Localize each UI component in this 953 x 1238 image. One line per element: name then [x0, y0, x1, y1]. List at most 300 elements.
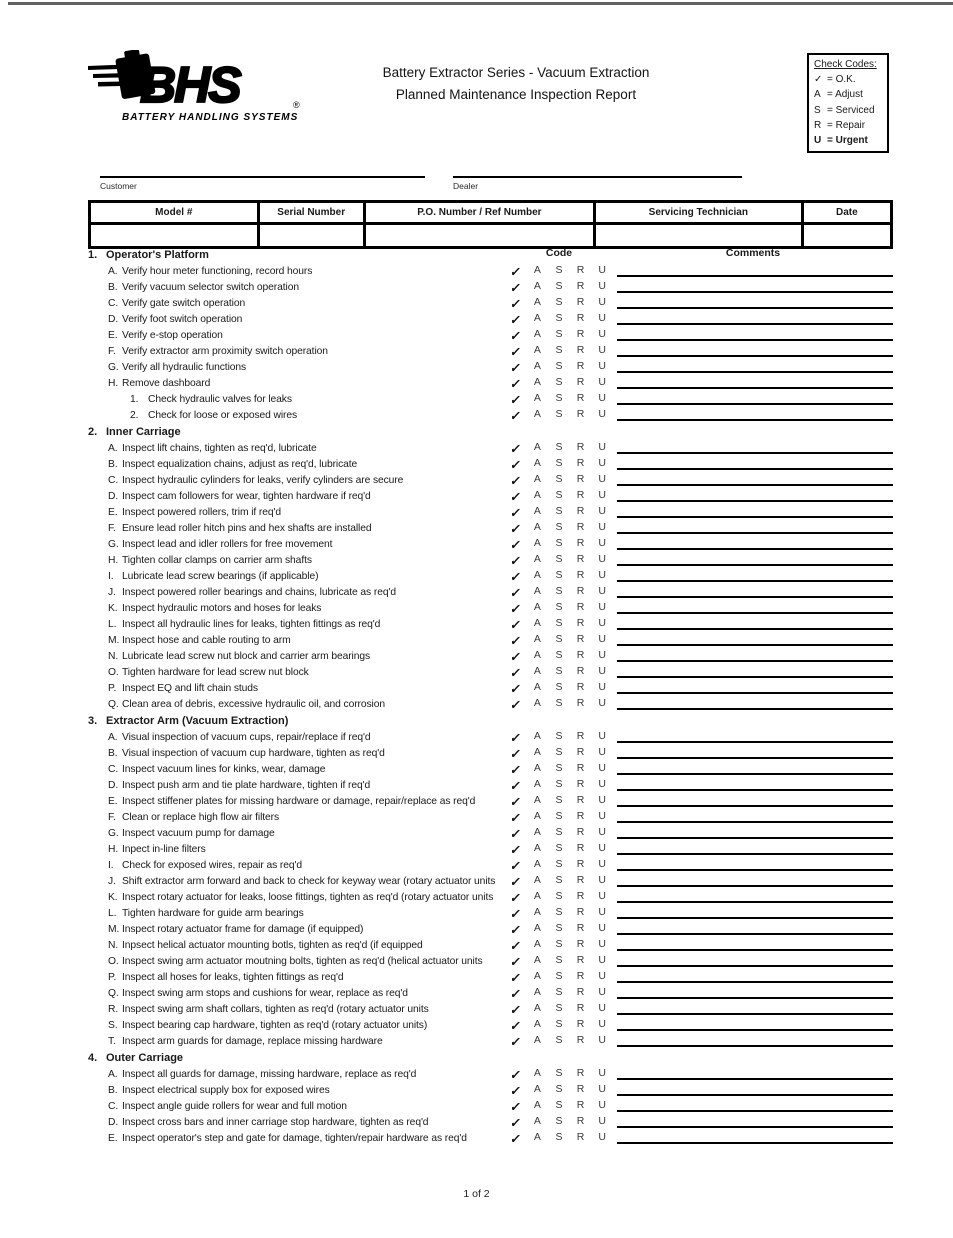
comment-line[interactable]: [617, 997, 893, 999]
code-s-cell[interactable]: S: [555, 616, 563, 629]
check-icon[interactable]: ✓: [509, 473, 523, 488]
check-icon[interactable]: ✓: [509, 697, 523, 712]
code-u-cell[interactable]: U: [598, 279, 606, 292]
comment-line[interactable]: [617, 516, 893, 518]
code-s-cell[interactable]: S: [555, 536, 563, 549]
code-u-cell[interactable]: U: [598, 504, 606, 517]
code-s-cell[interactable]: S: [555, 568, 563, 581]
code-u-cell[interactable]: U: [598, 440, 606, 453]
check-icon[interactable]: ✓: [509, 842, 523, 857]
code-r-cell[interactable]: R: [576, 777, 585, 790]
po-input-cell[interactable]: [366, 225, 596, 246]
check-icon[interactable]: ✓: [509, 392, 523, 407]
code-r-cell[interactable]: R: [576, 664, 585, 677]
check-icon[interactable]: ✓: [509, 296, 523, 311]
code-a-cell[interactable]: A: [533, 520, 541, 533]
check-icon[interactable]: ✓: [509, 858, 523, 873]
check-icon[interactable]: ✓: [509, 312, 523, 327]
code-s-cell[interactable]: S: [555, 809, 563, 822]
code-u-cell[interactable]: U: [598, 905, 606, 918]
code-r-cell[interactable]: R: [576, 921, 585, 934]
code-s-cell[interactable]: S: [555, 696, 563, 709]
check-icon[interactable]: ✓: [509, 922, 523, 937]
code-a-cell[interactable]: A: [533, 777, 541, 790]
check-icon[interactable]: ✓: [509, 778, 523, 793]
code-s-cell[interactable]: S: [555, 1066, 563, 1079]
code-r-cell[interactable]: R: [576, 729, 585, 742]
check-icon[interactable]: ✓: [509, 633, 523, 648]
code-r-cell[interactable]: R: [576, 1001, 585, 1014]
check-icon[interactable]: ✓: [509, 954, 523, 969]
check-icon[interactable]: ✓: [509, 537, 523, 552]
comment-line[interactable]: [617, 452, 893, 454]
code-a-cell[interactable]: A: [533, 632, 541, 645]
code-s-cell[interactable]: S: [555, 777, 563, 790]
code-u-cell[interactable]: U: [598, 825, 606, 838]
check-icon[interactable]: ✓: [509, 360, 523, 375]
code-s-cell[interactable]: S: [555, 327, 563, 340]
code-r-cell[interactable]: R: [576, 472, 585, 485]
comment-line[interactable]: [617, 965, 893, 967]
comment-line[interactable]: [617, 901, 893, 903]
check-icon[interactable]: ✓: [509, 681, 523, 696]
code-a-cell[interactable]: A: [533, 1114, 541, 1127]
code-a-cell[interactable]: A: [533, 263, 541, 276]
comment-line[interactable]: [617, 741, 893, 743]
code-r-cell[interactable]: R: [576, 504, 585, 517]
comment-line[interactable]: [617, 885, 893, 887]
comment-line[interactable]: [617, 821, 893, 823]
code-a-cell[interactable]: A: [533, 761, 541, 774]
code-a-cell[interactable]: A: [533, 825, 541, 838]
code-u-cell[interactable]: U: [598, 857, 606, 870]
code-r-cell[interactable]: R: [576, 295, 585, 308]
code-u-cell[interactable]: U: [598, 263, 606, 276]
code-a-cell[interactable]: A: [533, 295, 541, 308]
code-r-cell[interactable]: R: [576, 1114, 585, 1127]
code-u-cell[interactable]: U: [598, 1114, 606, 1127]
code-a-cell[interactable]: A: [533, 1130, 541, 1143]
code-s-cell[interactable]: S: [555, 632, 563, 645]
code-u-cell[interactable]: U: [598, 1082, 606, 1095]
comment-line[interactable]: [617, 1029, 893, 1031]
code-s-cell[interactable]: S: [555, 295, 563, 308]
code-r-cell[interactable]: R: [576, 327, 585, 340]
code-u-cell[interactable]: U: [598, 375, 606, 388]
check-icon[interactable]: ✓: [509, 264, 523, 279]
code-s-cell[interactable]: S: [555, 440, 563, 453]
code-r-cell[interactable]: R: [576, 793, 585, 806]
code-a-cell[interactable]: A: [533, 921, 541, 934]
comment-line[interactable]: [617, 612, 893, 614]
code-a-cell[interactable]: A: [533, 391, 541, 404]
check-icon[interactable]: ✓: [509, 457, 523, 472]
code-r-cell[interactable]: R: [576, 456, 585, 469]
code-s-cell[interactable]: S: [555, 857, 563, 870]
comment-line[interactable]: [617, 1142, 893, 1144]
code-u-cell[interactable]: U: [598, 584, 606, 597]
code-r-cell[interactable]: R: [576, 536, 585, 549]
check-icon[interactable]: ✓: [509, 1115, 523, 1130]
code-u-cell[interactable]: U: [598, 873, 606, 886]
code-s-cell[interactable]: S: [555, 311, 563, 324]
code-r-cell[interactable]: R: [576, 568, 585, 581]
code-u-cell[interactable]: U: [598, 809, 606, 822]
code-r-cell[interactable]: R: [576, 873, 585, 886]
comment-line[interactable]: [617, 275, 893, 277]
code-r-cell[interactable]: R: [576, 279, 585, 292]
code-r-cell[interactable]: R: [576, 841, 585, 854]
check-icon[interactable]: ✓: [509, 376, 523, 391]
code-s-cell[interactable]: S: [555, 921, 563, 934]
code-s-cell[interactable]: S: [555, 488, 563, 501]
code-r-cell[interactable]: R: [576, 1017, 585, 1030]
code-a-cell[interactable]: A: [533, 1033, 541, 1046]
code-a-cell[interactable]: A: [533, 375, 541, 388]
comment-line[interactable]: [617, 564, 893, 566]
check-icon[interactable]: ✓: [509, 1131, 523, 1146]
code-u-cell[interactable]: U: [598, 1001, 606, 1014]
code-r-cell[interactable]: R: [576, 375, 585, 388]
code-r-cell[interactable]: R: [576, 1098, 585, 1111]
code-r-cell[interactable]: R: [576, 648, 585, 661]
code-u-cell[interactable]: U: [598, 536, 606, 549]
code-s-cell[interactable]: S: [555, 472, 563, 485]
code-r-cell[interactable]: R: [576, 600, 585, 613]
code-u-cell[interactable]: U: [598, 680, 606, 693]
check-icon[interactable]: ✓: [509, 794, 523, 809]
comment-line[interactable]: [617, 548, 893, 550]
code-r-cell[interactable]: R: [576, 488, 585, 501]
comment-line[interactable]: [617, 773, 893, 775]
code-u-cell[interactable]: U: [598, 295, 606, 308]
code-r-cell[interactable]: R: [576, 440, 585, 453]
code-r-cell[interactable]: R: [576, 953, 585, 966]
check-icon[interactable]: ✓: [509, 665, 523, 680]
code-r-cell[interactable]: R: [576, 311, 585, 324]
code-u-cell[interactable]: U: [598, 841, 606, 854]
code-s-cell[interactable]: S: [555, 1033, 563, 1046]
code-s-cell[interactable]: S: [555, 584, 563, 597]
comment-line[interactable]: [617, 323, 893, 325]
check-icon[interactable]: ✓: [509, 1034, 523, 1049]
code-r-cell[interactable]: R: [576, 809, 585, 822]
comment-line[interactable]: [617, 387, 893, 389]
code-a-cell[interactable]: A: [533, 440, 541, 453]
comment-line[interactable]: [617, 708, 893, 710]
serial-input-cell[interactable]: [260, 225, 366, 246]
check-icon[interactable]: ✓: [509, 505, 523, 520]
comment-line[interactable]: [617, 676, 893, 678]
code-s-cell[interactable]: S: [555, 1017, 563, 1030]
code-s-cell[interactable]: S: [555, 905, 563, 918]
check-icon[interactable]: ✓: [509, 280, 523, 295]
comment-line[interactable]: [617, 307, 893, 309]
code-u-cell[interactable]: U: [598, 1017, 606, 1030]
code-a-cell[interactable]: A: [533, 969, 541, 982]
code-s-cell[interactable]: S: [555, 1098, 563, 1111]
code-s-cell[interactable]: S: [555, 969, 563, 982]
code-u-cell[interactable]: U: [598, 664, 606, 677]
code-s-cell[interactable]: S: [555, 520, 563, 533]
code-r-cell[interactable]: R: [576, 1130, 585, 1143]
code-r-cell[interactable]: R: [576, 969, 585, 982]
code-a-cell[interactable]: A: [533, 1098, 541, 1111]
code-r-cell[interactable]: R: [576, 857, 585, 870]
check-icon[interactable]: ✓: [509, 408, 523, 423]
code-a-cell[interactable]: A: [533, 568, 541, 581]
code-a-cell[interactable]: A: [533, 857, 541, 870]
check-icon[interactable]: ✓: [509, 730, 523, 745]
customer-input-line[interactable]: [100, 176, 425, 178]
code-r-cell[interactable]: R: [576, 343, 585, 356]
code-r-cell[interactable]: R: [576, 696, 585, 709]
check-icon[interactable]: ✓: [509, 826, 523, 841]
code-a-cell[interactable]: A: [533, 841, 541, 854]
code-u-cell[interactable]: U: [598, 1098, 606, 1111]
comment-line[interactable]: [617, 468, 893, 470]
code-s-cell[interactable]: S: [555, 761, 563, 774]
code-a-cell[interactable]: A: [533, 311, 541, 324]
code-s-cell[interactable]: S: [555, 1001, 563, 1014]
code-a-cell[interactable]: A: [533, 584, 541, 597]
code-s-cell[interactable]: S: [555, 552, 563, 565]
comment-line[interactable]: [617, 853, 893, 855]
code-u-cell[interactable]: U: [598, 969, 606, 982]
code-a-cell[interactable]: A: [533, 1066, 541, 1079]
code-a-cell[interactable]: A: [533, 488, 541, 501]
code-s-cell[interactable]: S: [555, 745, 563, 758]
code-u-cell[interactable]: U: [598, 937, 606, 950]
code-s-cell[interactable]: S: [555, 793, 563, 806]
check-icon[interactable]: ✓: [509, 1099, 523, 1114]
check-icon[interactable]: ✓: [509, 521, 523, 536]
check-icon[interactable]: ✓: [509, 986, 523, 1001]
code-r-cell[interactable]: R: [576, 263, 585, 276]
code-a-cell[interactable]: A: [533, 456, 541, 469]
check-icon[interactable]: ✓: [509, 906, 523, 921]
code-u-cell[interactable]: U: [598, 568, 606, 581]
code-u-cell[interactable]: U: [598, 729, 606, 742]
code-s-cell[interactable]: S: [555, 407, 563, 420]
code-s-cell[interactable]: S: [555, 391, 563, 404]
code-r-cell[interactable]: R: [576, 632, 585, 645]
comment-line[interactable]: [617, 355, 893, 357]
code-r-cell[interactable]: R: [576, 407, 585, 420]
check-icon[interactable]: ✓: [509, 746, 523, 761]
comment-line[interactable]: [617, 981, 893, 983]
code-a-cell[interactable]: A: [533, 873, 541, 886]
code-r-cell[interactable]: R: [576, 1082, 585, 1095]
check-icon[interactable]: ✓: [509, 553, 523, 568]
code-s-cell[interactable]: S: [555, 889, 563, 902]
code-s-cell[interactable]: S: [555, 873, 563, 886]
code-r-cell[interactable]: R: [576, 825, 585, 838]
code-u-cell[interactable]: U: [598, 953, 606, 966]
comment-line[interactable]: [617, 403, 893, 405]
comment-line[interactable]: [617, 869, 893, 871]
code-s-cell[interactable]: S: [555, 1114, 563, 1127]
comment-line[interactable]: [617, 1045, 893, 1047]
code-a-cell[interactable]: A: [533, 279, 541, 292]
check-icon[interactable]: ✓: [509, 762, 523, 777]
comment-line[interactable]: [617, 917, 893, 919]
code-a-cell[interactable]: A: [533, 937, 541, 950]
comment-line[interactable]: [617, 532, 893, 534]
code-u-cell[interactable]: U: [598, 632, 606, 645]
check-icon[interactable]: ✓: [509, 874, 523, 889]
check-icon[interactable]: ✓: [509, 970, 523, 985]
check-icon[interactable]: ✓: [509, 489, 523, 504]
code-a-cell[interactable]: A: [533, 745, 541, 758]
code-s-cell[interactable]: S: [555, 953, 563, 966]
code-r-cell[interactable]: R: [576, 391, 585, 404]
comment-line[interactable]: [617, 291, 893, 293]
check-icon[interactable]: ✓: [509, 585, 523, 600]
code-r-cell[interactable]: R: [576, 552, 585, 565]
code-u-cell[interactable]: U: [598, 343, 606, 356]
code-a-cell[interactable]: A: [533, 536, 541, 549]
comment-line[interactable]: [617, 837, 893, 839]
comment-line[interactable]: [617, 692, 893, 694]
code-r-cell[interactable]: R: [576, 745, 585, 758]
code-a-cell[interactable]: A: [533, 793, 541, 806]
check-icon[interactable]: ✓: [509, 1083, 523, 1098]
code-a-cell[interactable]: A: [533, 889, 541, 902]
comment-line[interactable]: [617, 1013, 893, 1015]
code-r-cell[interactable]: R: [576, 905, 585, 918]
code-r-cell[interactable]: R: [576, 680, 585, 693]
check-icon[interactable]: ✓: [509, 810, 523, 825]
code-u-cell[interactable]: U: [598, 520, 606, 533]
code-u-cell[interactable]: U: [598, 1130, 606, 1143]
code-u-cell[interactable]: U: [598, 616, 606, 629]
code-s-cell[interactable]: S: [555, 729, 563, 742]
comment-line[interactable]: [617, 1110, 893, 1112]
check-icon[interactable]: ✓: [509, 1067, 523, 1082]
code-s-cell[interactable]: S: [555, 343, 563, 356]
code-a-cell[interactable]: A: [533, 552, 541, 565]
code-s-cell[interactable]: S: [555, 359, 563, 372]
comment-line[interactable]: [617, 660, 893, 662]
code-u-cell[interactable]: U: [598, 552, 606, 565]
comment-line[interactable]: [617, 933, 893, 935]
code-r-cell[interactable]: R: [576, 937, 585, 950]
code-r-cell[interactable]: R: [576, 1033, 585, 1046]
code-s-cell[interactable]: S: [555, 279, 563, 292]
check-icon[interactable]: ✓: [509, 938, 523, 953]
comment-line[interactable]: [617, 644, 893, 646]
code-s-cell[interactable]: S: [555, 263, 563, 276]
code-u-cell[interactable]: U: [598, 777, 606, 790]
code-a-cell[interactable]: A: [533, 504, 541, 517]
code-u-cell[interactable]: U: [598, 889, 606, 902]
comment-line[interactable]: [617, 371, 893, 373]
code-u-cell[interactable]: U: [598, 311, 606, 324]
check-icon[interactable]: ✓: [509, 890, 523, 905]
code-s-cell[interactable]: S: [555, 985, 563, 998]
code-u-cell[interactable]: U: [598, 359, 606, 372]
check-icon[interactable]: ✓: [509, 617, 523, 632]
code-r-cell[interactable]: R: [576, 584, 585, 597]
code-u-cell[interactable]: U: [598, 472, 606, 485]
code-a-cell[interactable]: A: [533, 1017, 541, 1030]
code-s-cell[interactable]: S: [555, 504, 563, 517]
code-a-cell[interactable]: A: [533, 327, 541, 340]
code-a-cell[interactable]: A: [533, 359, 541, 372]
comment-line[interactable]: [617, 949, 893, 951]
comment-line[interactable]: [617, 419, 893, 421]
code-u-cell[interactable]: U: [598, 793, 606, 806]
code-s-cell[interactable]: S: [555, 680, 563, 693]
comment-line[interactable]: [617, 484, 893, 486]
check-icon[interactable]: ✓: [509, 649, 523, 664]
comment-line[interactable]: [617, 1078, 893, 1080]
code-s-cell[interactable]: S: [555, 664, 563, 677]
technician-input-cell[interactable]: [596, 225, 804, 246]
date-input-cell[interactable]: [804, 225, 890, 246]
code-a-cell[interactable]: A: [533, 407, 541, 420]
code-a-cell[interactable]: A: [533, 648, 541, 661]
code-u-cell[interactable]: U: [598, 1033, 606, 1046]
code-u-cell[interactable]: U: [598, 745, 606, 758]
check-icon[interactable]: ✓: [509, 569, 523, 584]
code-u-cell[interactable]: U: [598, 761, 606, 774]
code-a-cell[interactable]: A: [533, 809, 541, 822]
code-s-cell[interactable]: S: [555, 1082, 563, 1095]
code-a-cell[interactable]: A: [533, 1001, 541, 1014]
comment-line[interactable]: [617, 339, 893, 341]
code-u-cell[interactable]: U: [598, 600, 606, 613]
code-s-cell[interactable]: S: [555, 1130, 563, 1143]
code-a-cell[interactable]: A: [533, 600, 541, 613]
code-a-cell[interactable]: A: [533, 985, 541, 998]
check-icon[interactable]: ✓: [509, 344, 523, 359]
code-a-cell[interactable]: A: [533, 1082, 541, 1095]
code-r-cell[interactable]: R: [576, 616, 585, 629]
comment-line[interactable]: [617, 628, 893, 630]
code-s-cell[interactable]: S: [555, 841, 563, 854]
code-s-cell[interactable]: S: [555, 456, 563, 469]
check-icon[interactable]: ✓: [509, 328, 523, 343]
code-u-cell[interactable]: U: [598, 327, 606, 340]
code-u-cell[interactable]: U: [598, 921, 606, 934]
code-a-cell[interactable]: A: [533, 729, 541, 742]
code-a-cell[interactable]: A: [533, 472, 541, 485]
comment-line[interactable]: [617, 757, 893, 759]
code-u-cell[interactable]: U: [598, 985, 606, 998]
code-r-cell[interactable]: R: [576, 520, 585, 533]
check-icon[interactable]: ✓: [509, 441, 523, 456]
code-a-cell[interactable]: A: [533, 953, 541, 966]
code-u-cell[interactable]: U: [598, 696, 606, 709]
check-icon[interactable]: ✓: [509, 601, 523, 616]
code-u-cell[interactable]: U: [598, 407, 606, 420]
comment-line[interactable]: [617, 1126, 893, 1128]
code-u-cell[interactable]: U: [598, 488, 606, 501]
code-a-cell[interactable]: A: [533, 680, 541, 693]
model-input-cell[interactable]: [91, 225, 260, 246]
code-r-cell[interactable]: R: [576, 761, 585, 774]
code-u-cell[interactable]: U: [598, 456, 606, 469]
comment-line[interactable]: [617, 580, 893, 582]
code-a-cell[interactable]: A: [533, 664, 541, 677]
code-s-cell[interactable]: S: [555, 375, 563, 388]
code-s-cell[interactable]: S: [555, 825, 563, 838]
comment-line[interactable]: [617, 500, 893, 502]
code-u-cell[interactable]: U: [598, 391, 606, 404]
code-a-cell[interactable]: A: [533, 343, 541, 356]
